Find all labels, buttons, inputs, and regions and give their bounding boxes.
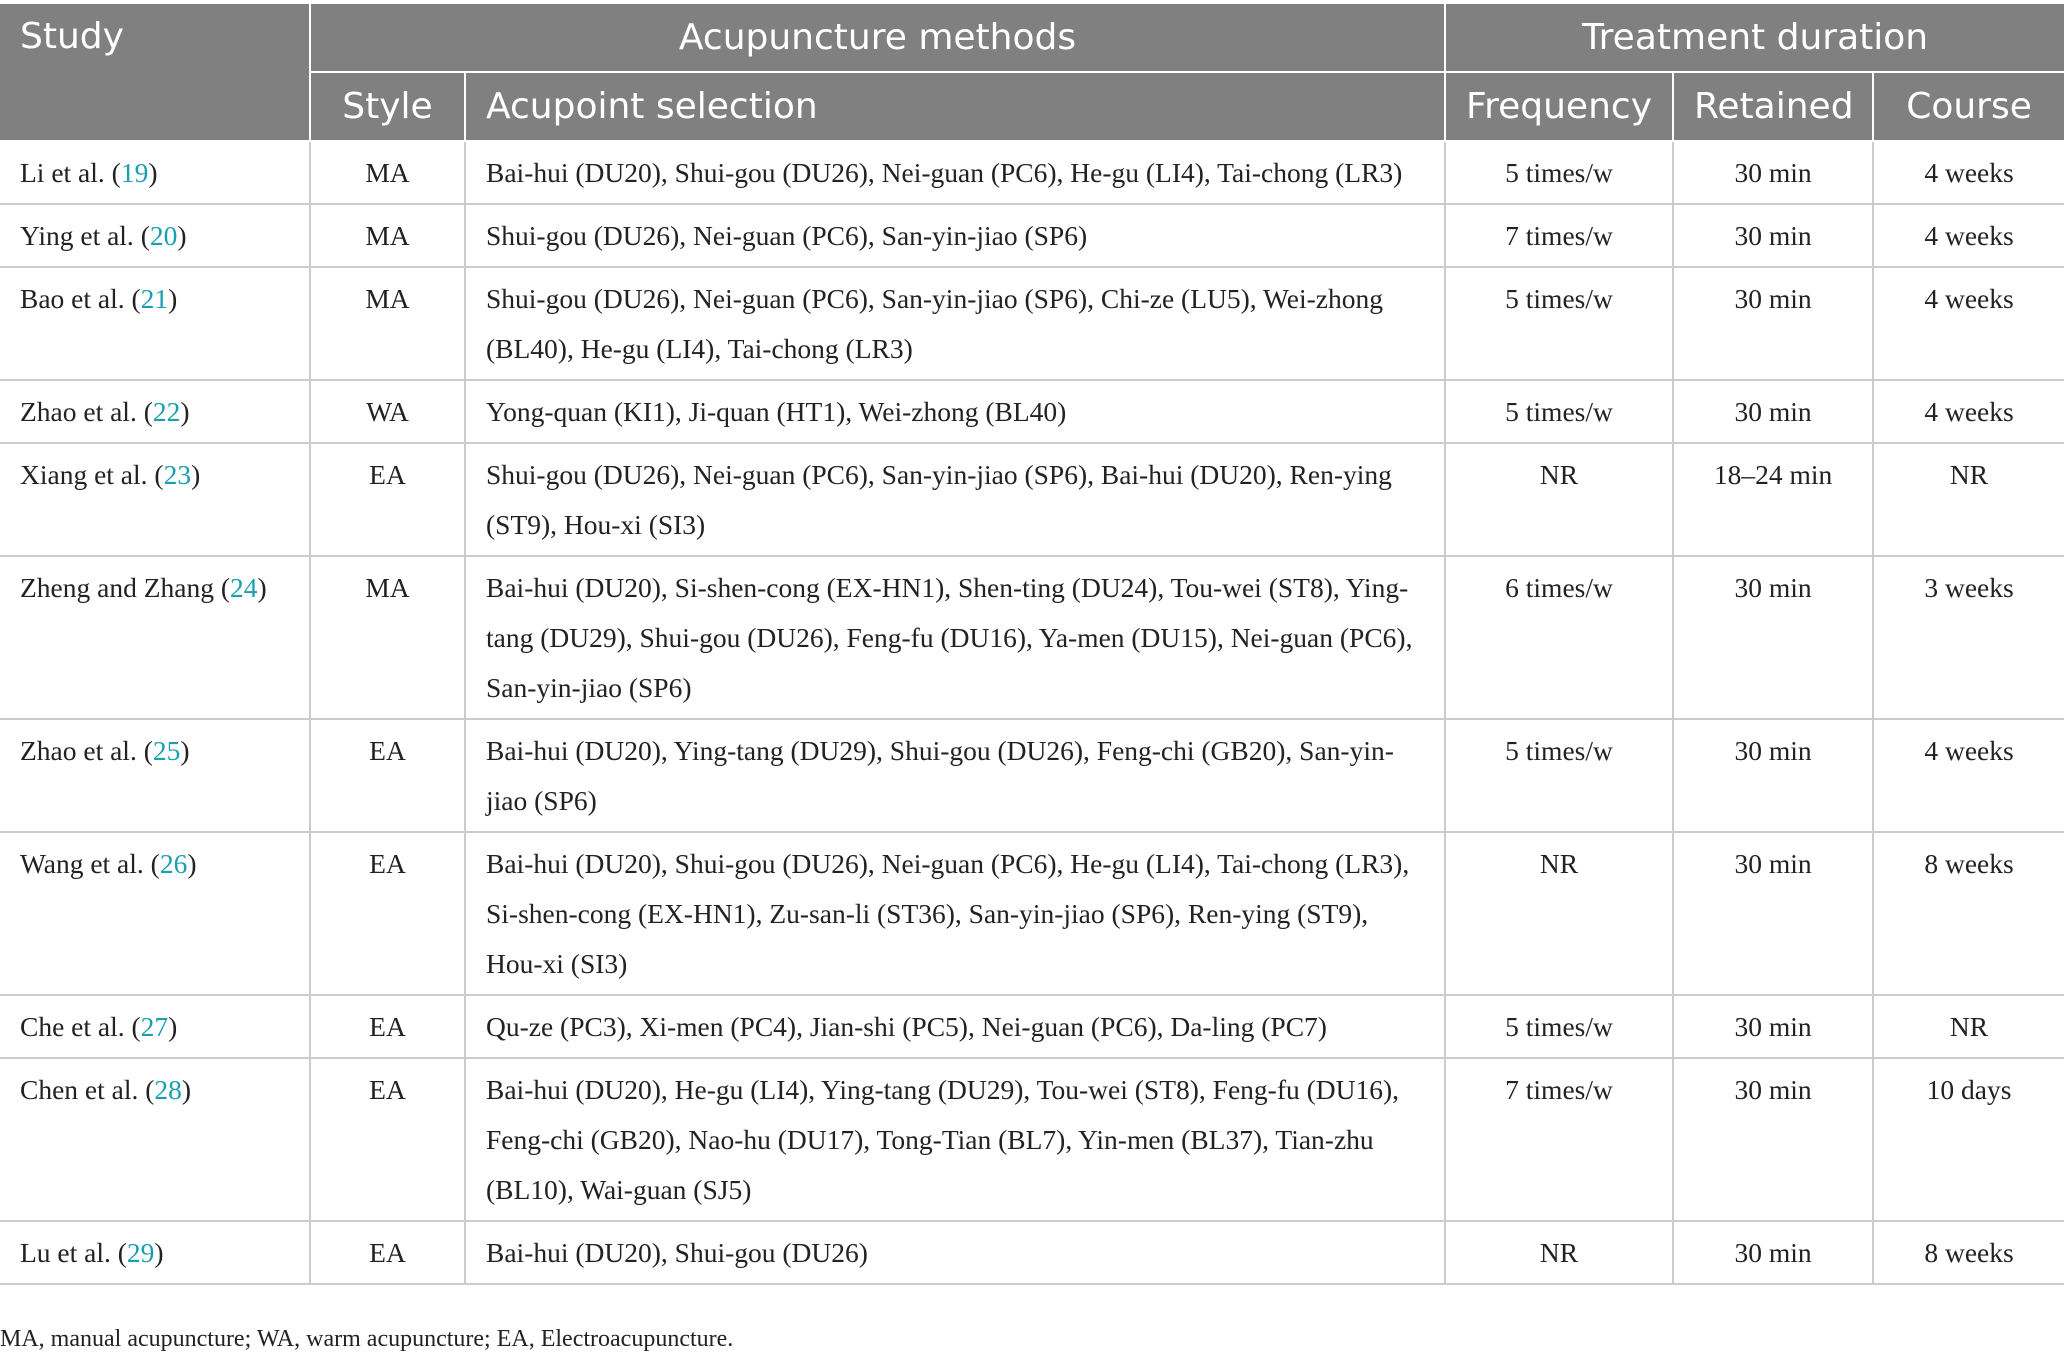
cell-acupoints: Shui-gou (DU26), Nei-guan (PC6), San-yin-jiao (SP6), Bai-hui (DU20), Ren-ying (ST9), Hou-xi (SI3) <box>465 443 1445 556</box>
cell-study: Zheng and Zhang (24) <box>0 556 310 719</box>
cell-retained: 18–24 min <box>1673 443 1873 556</box>
cell-frequency: 7 times/w <box>1445 204 1673 267</box>
header-study: Study <box>0 4 310 141</box>
study-name: Lu et al. <box>20 1237 111 1268</box>
cell-acupoints: Qu-ze (PC3), Xi-men (PC4), Jian-shi (PC5), Nei-guan (PC6), Da-ling (PC7) <box>465 995 1445 1058</box>
cell-retained: 30 min <box>1673 267 1873 380</box>
table-row <box>0 832 2064 995</box>
study-name: Che et al. <box>20 1011 125 1042</box>
table-row <box>0 995 2064 1058</box>
cell-retained: 30 min <box>1673 204 1873 267</box>
cell-study: Chen et al. (28) <box>0 1058 310 1221</box>
header-acupuncture-methods: Acupuncture methods <box>310 4 1445 72</box>
cell-course: 4 weeks <box>1873 204 2064 267</box>
cell-acupoints: Shui-gou (DU26), Nei-guan (PC6), San-yin-jiao (SP6) <box>465 204 1445 267</box>
cell-frequency: 7 times/w <box>1445 1058 1673 1221</box>
cell-course: 4 weeks <box>1873 380 2064 443</box>
cell-acupoints: Bai-hui (DU20), He-gu (LI4), Ying-tang (DU29), Tou-wei (ST8), Feng-fu (DU16), Feng-chi (GB20), Nao-hu (DU17), Tong-Tian (BL7), Yin-men (BL37), Tian-zhu (BL10), Wai-guan (SJ5) <box>465 1058 1445 1221</box>
study-name: Xiang et al. <box>20 459 148 490</box>
reference-link[interactable]: 19 <box>120 157 149 188</box>
cell-style: MA <box>310 556 465 719</box>
study-name: Zhao et al. <box>20 396 137 427</box>
cell-frequency: 6 times/w <box>1445 556 1673 719</box>
cell-retained: 30 min <box>1673 1058 1873 1221</box>
cell-study: Che et al. (27) <box>0 995 310 1058</box>
table-row <box>0 380 2064 443</box>
cell-acupoints: Bai-hui (DU20), Ying-tang (DU29), Shui-gou (DU26), Feng-chi (GB20), San-yin-jiao (SP6) <box>465 719 1445 832</box>
table-footnote: MA, manual acupuncture; WA, warm acupuncture; EA, Electroacupuncture. <box>0 1326 734 1352</box>
cell-frequency: 5 times/w <box>1445 719 1673 832</box>
study-name: Zhao et al. <box>20 735 137 766</box>
study-name: Ying et al. <box>20 220 134 251</box>
study-name: Li et al. <box>20 157 105 188</box>
cell-study: Ying et al. (20) <box>0 204 310 267</box>
header-frequency: Frequency <box>1445 72 1673 141</box>
cell-style: MA <box>310 141 465 204</box>
cell-acupoints: Bai-hui (DU20), Shui-gou (DU26), Nei-guan (PC6), He-gu (LI4), Tai-chong (LR3) <box>465 141 1445 204</box>
study-name: Chen et al. <box>20 1074 139 1105</box>
cell-frequency: 5 times/w <box>1445 380 1673 443</box>
table-header <box>0 4 2064 141</box>
reference-link[interactable]: 28 <box>154 1074 182 1105</box>
header-treatment-duration: Treatment duration <box>1445 4 2064 72</box>
table-row <box>0 443 2064 556</box>
cell-course: 10 days <box>1873 1058 2064 1221</box>
header-course: Course <box>1873 72 2064 141</box>
reference-link[interactable]: 26 <box>159 848 188 879</box>
cell-course: 4 weeks <box>1873 719 2064 832</box>
reference-link[interactable]: 29 <box>126 1237 155 1268</box>
cell-retained: 30 min <box>1673 832 1873 995</box>
cell-retained: 30 min <box>1673 141 1873 204</box>
cell-study: Xiang et al. (23) <box>0 443 310 556</box>
cell-style: MA <box>310 204 465 267</box>
cell-retained: 30 min <box>1673 995 1873 1058</box>
table-container <box>0 4 2064 1285</box>
study-name: Wang et al. <box>20 848 144 879</box>
cell-retained: 30 min <box>1673 1221 1873 1284</box>
cell-style: EA <box>310 443 465 556</box>
cell-study: Wang et al. (26) <box>0 832 310 995</box>
cell-course: 8 weeks <box>1873 1221 2064 1284</box>
cell-course: 4 weeks <box>1873 267 2064 380</box>
table-row <box>0 556 2064 719</box>
reference-link[interactable]: 23 <box>163 459 192 490</box>
table-row <box>0 719 2064 832</box>
acupuncture-studies-table <box>0 4 2064 1285</box>
cell-frequency: NR <box>1445 443 1673 556</box>
study-name: Zheng and Zhang <box>20 572 214 603</box>
cell-style: WA <box>310 380 465 443</box>
cell-study: Bao et al. (21) <box>0 267 310 380</box>
cell-style: EA <box>310 832 465 995</box>
table-body <box>0 141 2064 1284</box>
table-row <box>0 204 2064 267</box>
cell-style: MA <box>310 267 465 380</box>
table-row <box>0 267 2064 380</box>
cell-study: Zhao et al. (25) <box>0 719 310 832</box>
header-style: Style <box>310 72 465 141</box>
cell-study: Li et al. (19) <box>0 141 310 204</box>
cell-course: 4 weeks <box>1873 141 2064 204</box>
cell-course: 8 weeks <box>1873 832 2064 995</box>
cell-retained: 30 min <box>1673 719 1873 832</box>
reference-link[interactable]: 25 <box>152 735 181 766</box>
reference-link[interactable]: 24 <box>230 572 258 603</box>
table-row <box>0 141 2064 204</box>
cell-acupoints: Bai-hui (DU20), Si-shen-cong (EX-HN1), Shen-ting (DU24), Tou-wei (ST8), Ying-tang (DU29), Shui-gou (DU26), Feng-fu (DU16), Ya-men (DU15), Nei-guan (PC6), San-yin-jiao (SP6) <box>465 556 1445 719</box>
cell-style: EA <box>310 1221 465 1284</box>
table-row <box>0 1221 2064 1284</box>
cell-retained: 30 min <box>1673 380 1873 443</box>
cell-frequency: 5 times/w <box>1445 141 1673 204</box>
reference-link[interactable]: 21 <box>140 283 169 314</box>
cell-course: NR <box>1873 995 2064 1058</box>
cell-acupoints: Shui-gou (DU26), Nei-guan (PC6), San-yin-jiao (SP6), Chi-ze (LU5), Wei-zhong (BL40), He-gu (LI4), Tai-chong (LR3) <box>465 267 1445 380</box>
cell-frequency: NR <box>1445 1221 1673 1284</box>
cell-style: EA <box>310 995 465 1058</box>
cell-acupoints: Bai-hui (DU20), Shui-gou (DU26) <box>465 1221 1445 1284</box>
cell-frequency: 5 times/w <box>1445 995 1673 1058</box>
cell-course: NR <box>1873 443 2064 556</box>
cell-retained: 30 min <box>1673 556 1873 719</box>
reference-link[interactable]: 22 <box>152 396 181 427</box>
cell-frequency: NR <box>1445 832 1673 995</box>
header-acupoint-selection: Acupoint selection <box>465 72 1445 141</box>
cell-frequency: 5 times/w <box>1445 267 1673 380</box>
reference-link[interactable]: 27 <box>140 1011 169 1042</box>
table-row <box>0 1058 2064 1221</box>
cell-acupoints: Bai-hui (DU20), Shui-gou (DU26), Nei-guan (PC6), He-gu (LI4), Tai-chong (LR3), Si-shen-cong (EX-HN1), Zu-san-li (ST36), San-yin-jiao (SP6), Ren-ying (ST9), Hou-xi (SI3) <box>465 832 1445 995</box>
reference-link[interactable]: 20 <box>149 220 178 251</box>
study-name: Bao et al. <box>20 283 125 314</box>
cell-course: 3 weeks <box>1873 556 2064 719</box>
cell-acupoints: Yong-quan (KI1), Ji-quan (HT1), Wei-zhong (BL40) <box>465 380 1445 443</box>
cell-study: Zhao et al. (22) <box>0 380 310 443</box>
cell-style: EA <box>310 719 465 832</box>
header-retained: Retained <box>1673 72 1873 141</box>
cell-study: Lu et al. (29) <box>0 1221 310 1284</box>
cell-style: EA <box>310 1058 465 1221</box>
